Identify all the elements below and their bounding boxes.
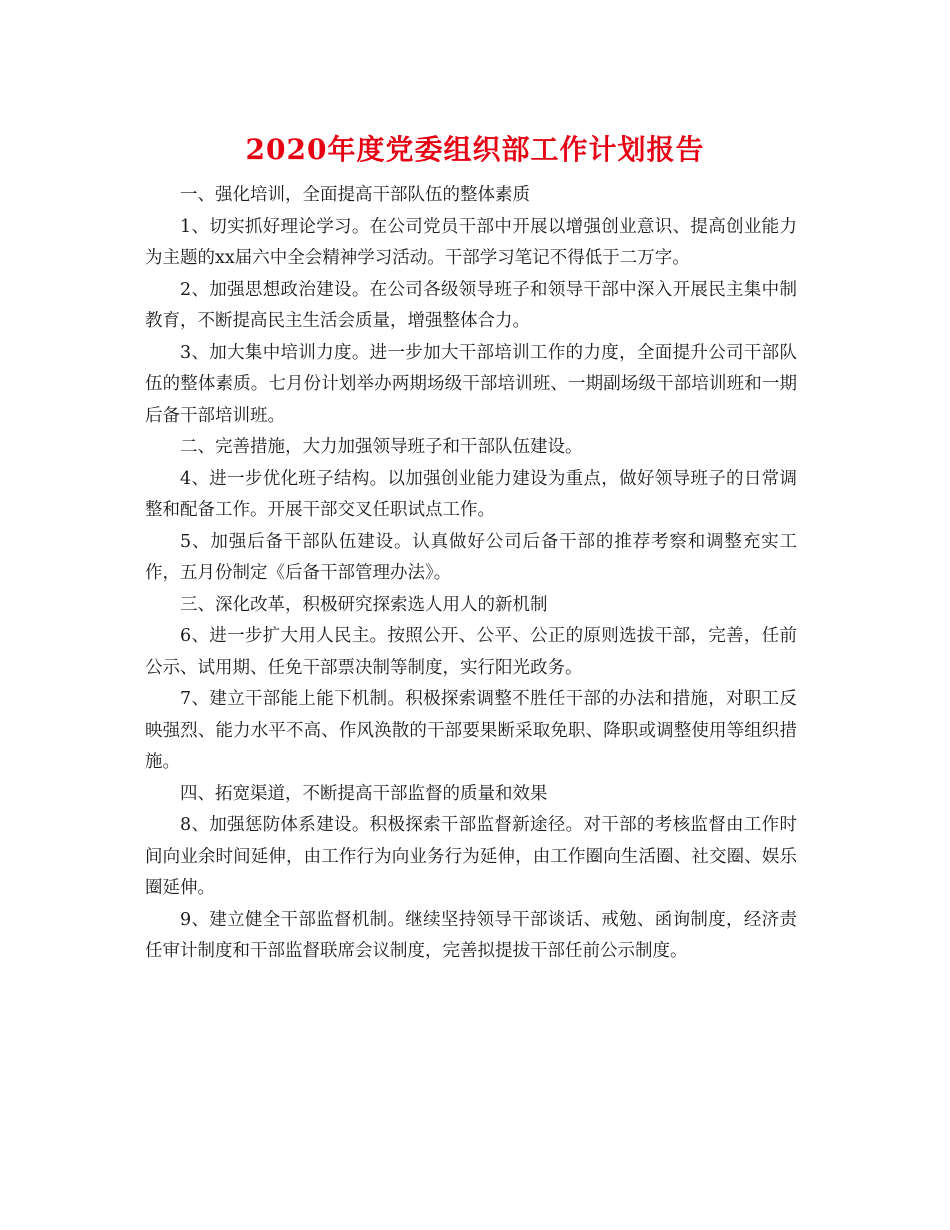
section-heading: 二、完善措施，大力加强领导班子和干部队伍建设。: [180, 437, 583, 457]
paragraph: 3、加大集中培训力度。进一步加大干部培训工作的力度，全面提升公司干部队伍的整体素质。七月份计划举办两期场级干部培训班、一期副场级干部培训班和一期后备干部培训班。: [145, 342, 797, 426]
paragraph: 1、切实抓好理论学习。在公司党员干部中开展以增强创业意识、提高创业能力为主题的xx届六中全会精神学习活动。干部学习笔记不得低于二万字。: [145, 216, 797, 268]
page-title: 2020年度党委组织部工作计划报告: [245, 133, 705, 166]
paragraph: 6、进一步扩大用人民主。按照公开、公平、公正的原则选拔干部，完善，任前公示、试用期、任免干部票决制等制度，实行阳光政务。: [145, 626, 797, 678]
paragraph: 9、建立健全干部监督机制。继续坚持领导干部谈话、戒勉、函询制度，经济责任审计制度和干部监督联席会议制度，完善拟提拔干部任前公示制度。: [145, 909, 797, 961]
section-heading: 四、拓宽渠道，不断提高干部监督的质量和效果: [180, 783, 548, 804]
paragraph: 7、建立干部能上能下机制。积极探索调整不胜任干部的办法和措施，对职工反映强烈、能力水平不高、作风涣散的干部要果断采取免职、降职或调整使用等组织措施。: [145, 689, 797, 772]
section-heading: 一、强化培训，全面提高干部队伍的整体素质: [180, 185, 530, 205]
paragraph: 4、进一步优化班子结构。以加强创业能力建设为重点，做好领导班子的日常调整和配备工作。开展干部交叉任职试点工作。: [145, 468, 797, 520]
paragraph: 8、加强惩防体系建设。积极探索干部监督新途径。对干部的考核监督由工作时间向业余时间延伸，由工作行为向业务行为延伸，由工作圈向生活圈、社交圈、娱乐圈延伸。: [145, 815, 797, 898]
paragraph: 5、加强后备干部队伍建设。认真做好公司后备干部的推荐考察和调整充实工作，五月份制定《后备干部管理办法》。: [145, 531, 797, 583]
section-heading: 三、深化改革，积极研究探索选人用人的新机制: [180, 594, 548, 615]
document-body: [145, 180, 797, 968]
paragraph: 2、加强思想政治建设。在公司各级领导班子和领导干部中深入开展民主集中制教育，不断提高民主生活会质量，增强整体合力。: [145, 279, 797, 331]
